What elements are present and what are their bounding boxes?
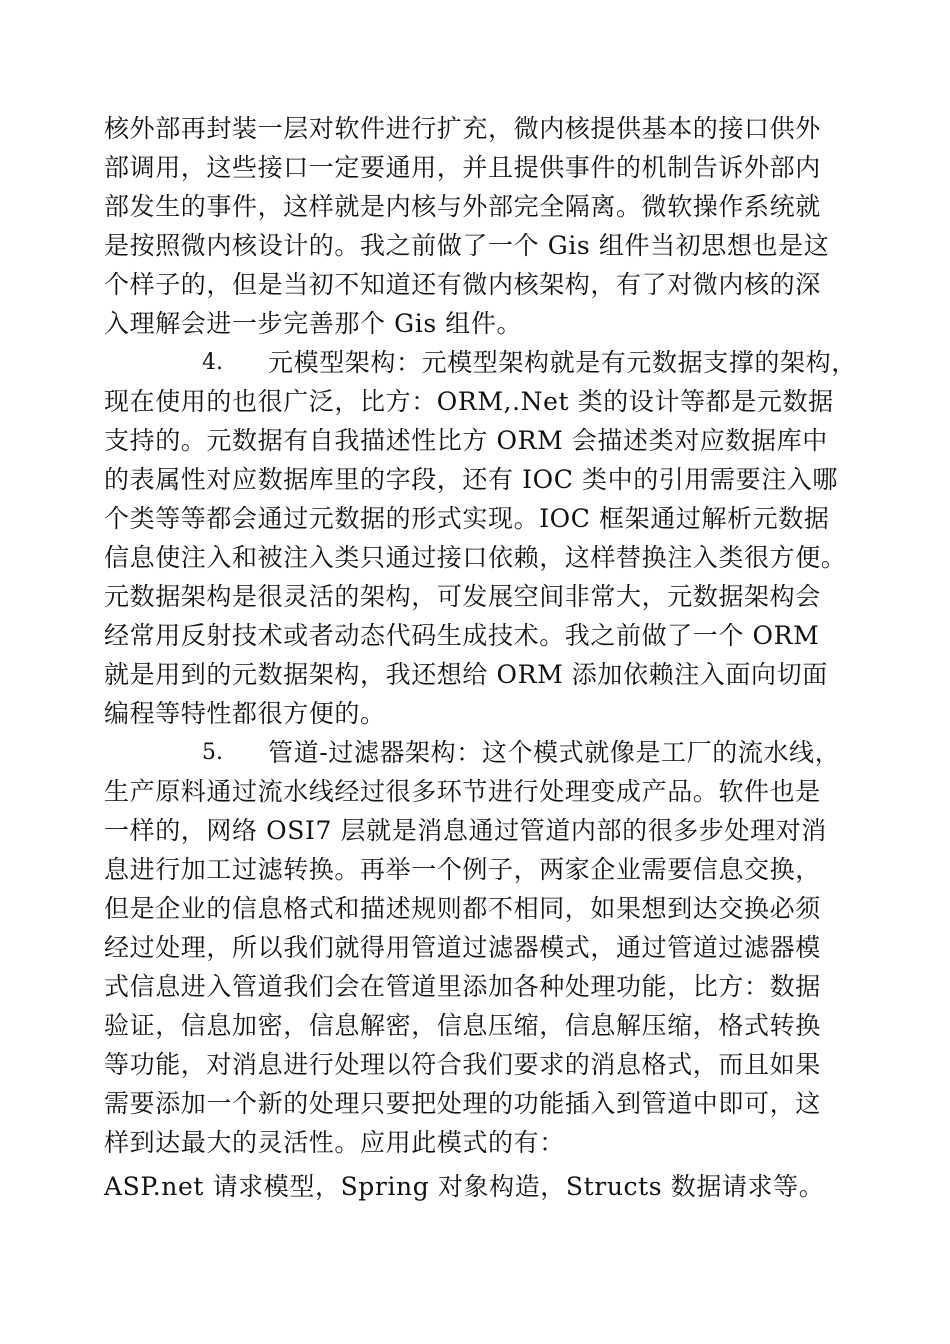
item-4-line: 现在使用的也很广泛，比方：ORM,.Net 类的设计等都是元数据 [104, 387, 834, 416]
item-5-line: 但是企业的信息格式和描述规则都不相同，如果想到达交换必须 [104, 894, 821, 923]
item-5-line: 需要添加一个新的处理只要把处理的功能插入到管道中即可，这 [104, 1089, 821, 1118]
item-4-line: 元数据架构是很灵活的架构，可发展空间非常大，元数据架构会 [104, 582, 821, 611]
item-5-heading: 管道-过滤器架构：这个模式就像是工厂的流水线， [268, 738, 841, 767]
intro-line: 核外部再封装一层对软件进行扩充，微内核提供基本的接口供外 [104, 114, 821, 143]
item-4-line: 个类等等都会通过元数据的形式实现。IOC 框架通过解析元数据 [104, 504, 830, 533]
intro-line: 是按照微内核设计的。我之前做了一个 Gis 组件当初思想也是这 [104, 231, 830, 260]
item-5-line: 经过处理，所以我们就得用管道过滤器模式，通过管道过滤器模 [104, 933, 821, 962]
item-4-line: 经常用反射技术或者动态代码生成技术。我之前做了一个 ORM [104, 621, 820, 650]
item-4-line: 的表属性对应数据库里的字段，还有 IOC 类中的引用需要注入哪 [104, 465, 838, 494]
item-4-line: 编程等特性都很方便的。 [104, 699, 386, 728]
item-4-heading: 元模型架构：元模型架构就是有元数据支撑的架构， [268, 348, 857, 377]
item-4-line: 支持的。元数据有自我描述性比方 ORM 会描述类对应数据库中 [104, 426, 828, 455]
item-5-line: 息进行加工过滤转换。再举一个例子，两家企业需要信息交换， [104, 855, 821, 884]
item-4-line: 信息使注入和被注入类只通过接口依赖，这样替换注入类很方便。 [104, 543, 847, 572]
intro-line: 部发生的事件，这样就是内核与外部完全隔离。微软操作系统就 [104, 192, 821, 221]
item-5-line: 式信息进入管道我们会在管道里添加各种处理功能，比方：数据 [104, 972, 821, 1001]
item-4-line: 就是用到的元数据架构，我还想给 ORM 添加依赖注入面向切面 [104, 660, 828, 689]
item-5-line: 等功能，对消息进行处理以符合我们要求的消息格式，而且如果 [104, 1050, 821, 1079]
item-5-line: 一样的，网络 OSI7 层就是消息通过管道内部的很多步处理对消 [104, 816, 827, 845]
intro-line: 部调用，这些接口一定要通用，并且提供事件的机制告诉外部内 [104, 153, 821, 182]
intro-line: 入理解会进一步完善那个 Gis 组件。 [104, 309, 523, 338]
item-5-line: 生产原料通过流水线经过很多环节进行处理变成产品。软件也是 [104, 777, 821, 806]
item-5-line: ASP.net 请求模型，Spring 对象构造，Structs 数据请求等。 [104, 1172, 825, 1201]
intro-line: 个样子的，但是当初不知道还有微内核架构，有了对微内核的深 [104, 270, 821, 299]
item-5-line: 样到达最大的灵活性。应用此模式的有： [104, 1128, 565, 1157]
item-5-line: 验证，信息加密，信息解密，信息压缩，信息解压缩，格式转换 [104, 1011, 821, 1040]
item-5-number: 5. [202, 740, 223, 765]
item-4-number: 4. [202, 350, 223, 375]
